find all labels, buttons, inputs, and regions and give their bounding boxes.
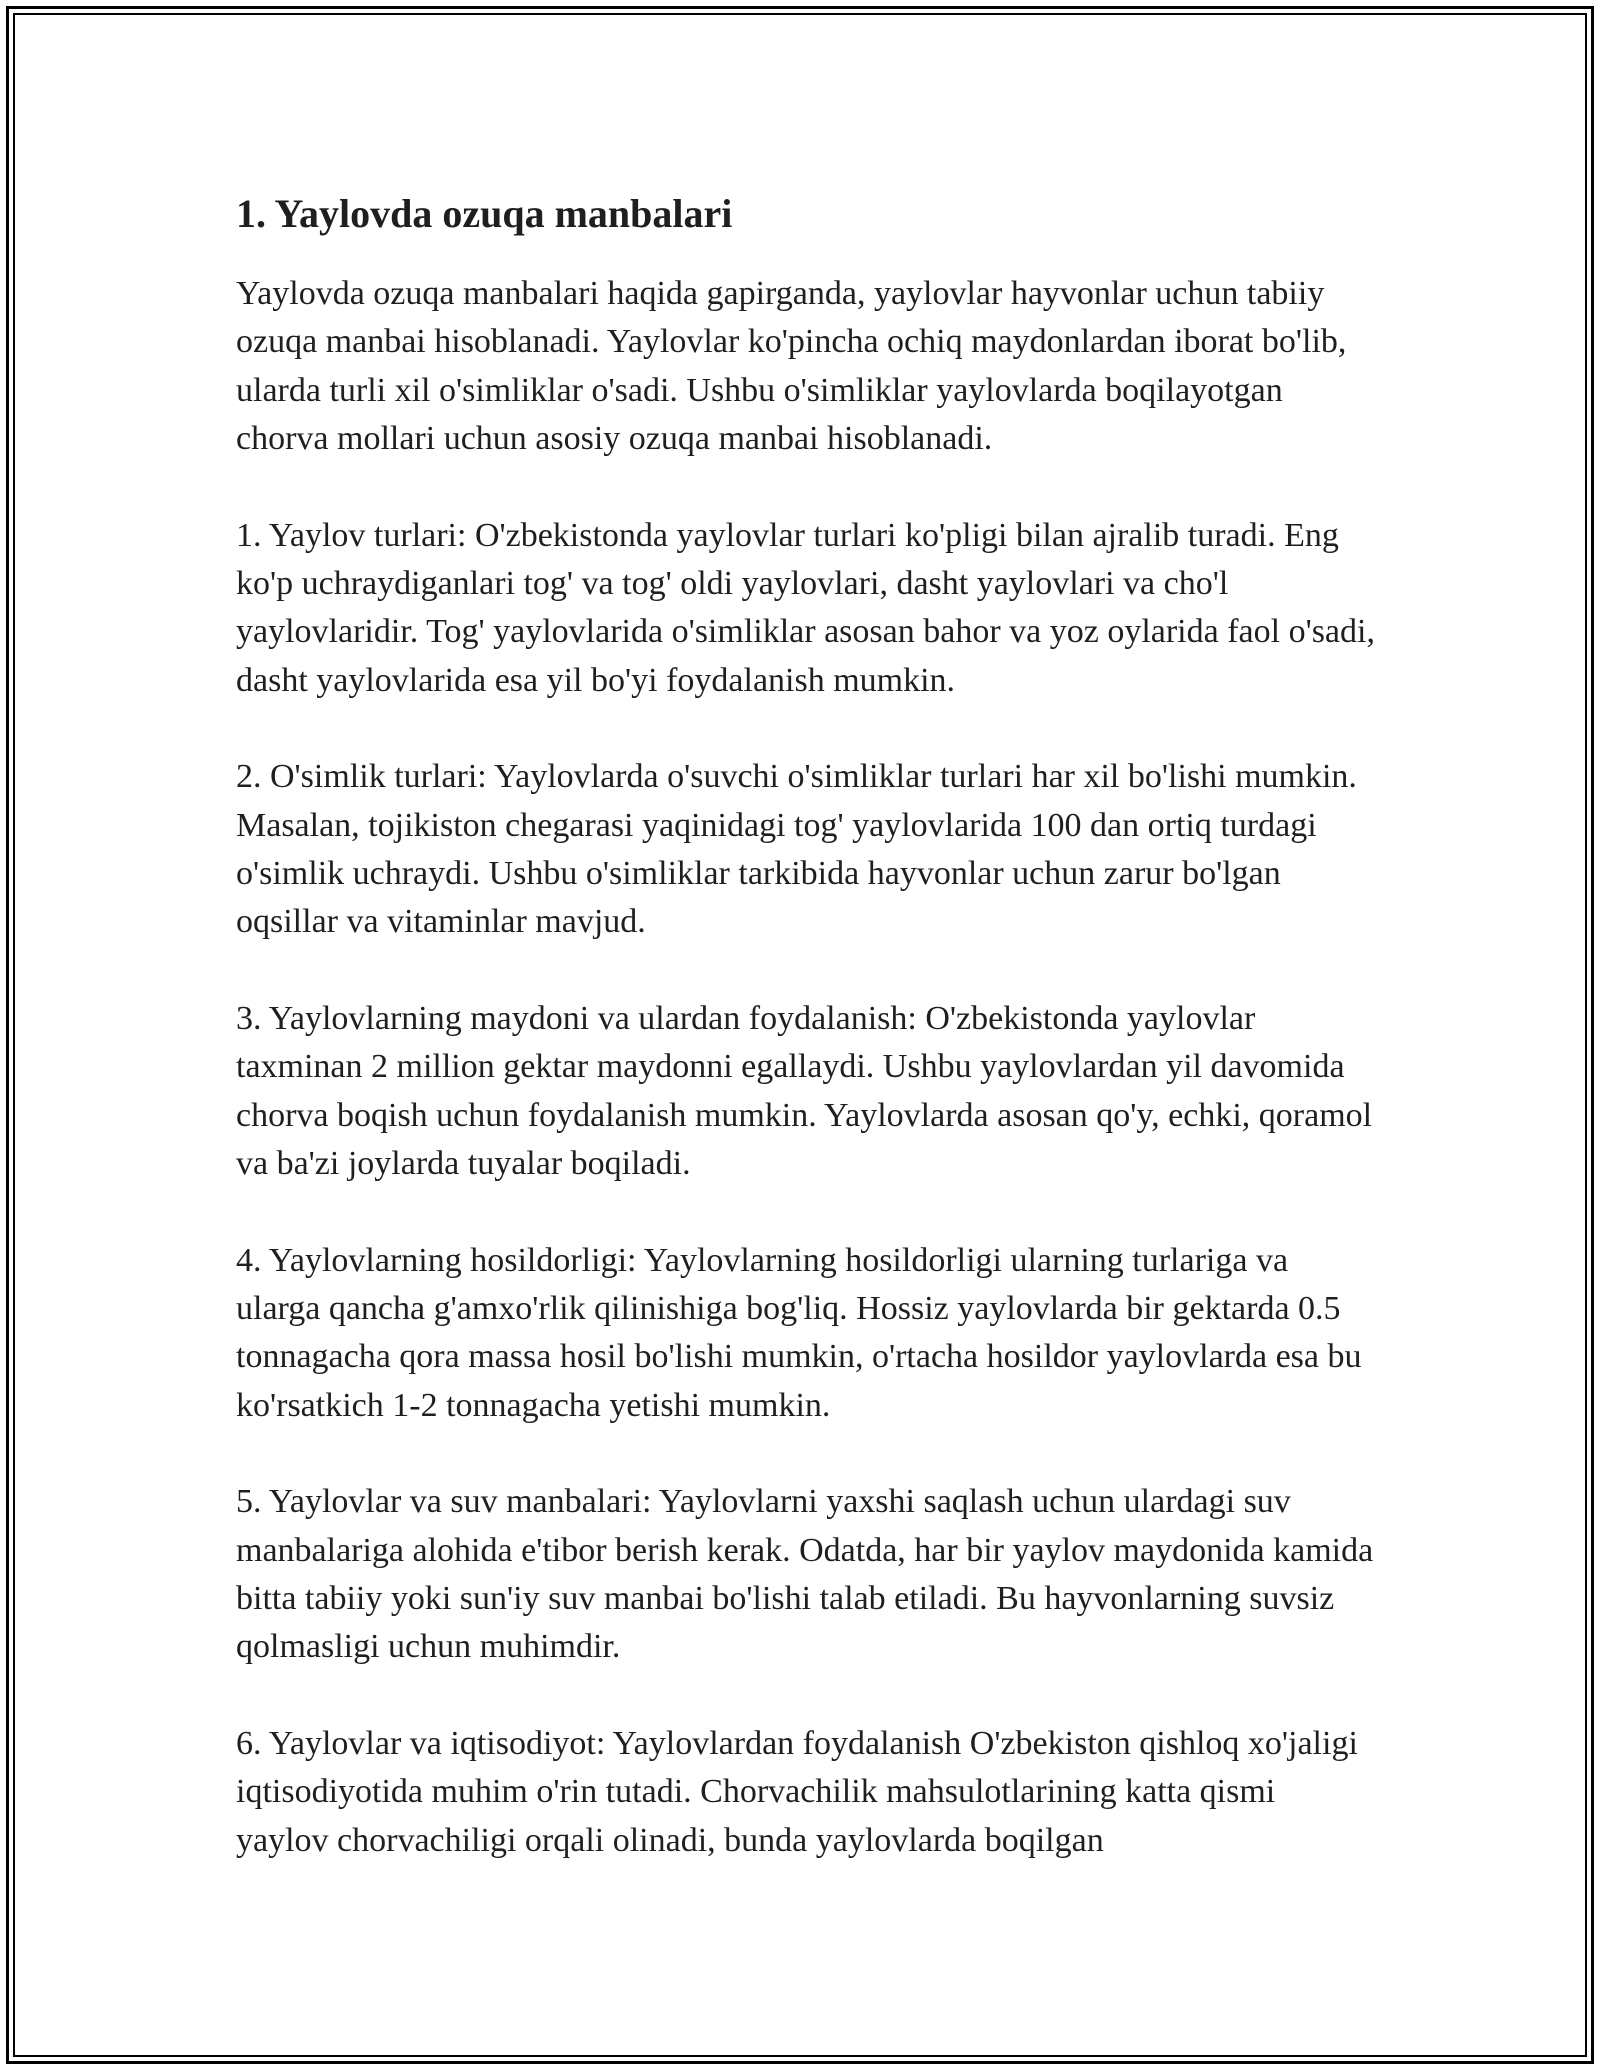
document-body [236, 186, 1376, 1913]
document-title: 1. Yaylovda ozuqa manbalari [236, 191, 733, 236]
paragraph-intro: Yaylovda ozuqa manbalari haqida gapirganda, yaylovlar hayvonlar uchun tabiiy ozuqa manbai hisoblanadi. Yaylovlar ko'pincha ochiq maydonlardan iborat bo'lib, ularda turli xil o'simliklar o'sadi. Ushbu o'simliklar yaylovlarda boqilayotgan chorva mollari uchun asosiy ozuqa manbai hisoblanadi. [236, 275, 1347, 458]
paragraph-water-sources: 5. Yaylovlar va suv manbalari: Yaylovlarni yaxshi saqlash uchun ulardagi suv manbalariga alohida e'tibor berish kerak. Odatda, har bir yaylov maydonida kamida bitta tabiiy yoki sun'iy suv manbai bo'lishi talab etiladi. Bu hayvonlarning suvsiz qolmasligi uchun muhimdir. [236, 1483, 1374, 1666]
paragraph-pasture-types: 1. Yaylov turlari: O'zbekistonda yaylovlar turlari ko'pligi bilan ajralib turadi. Eng ko'p uchraydiganlari tog' va tog' oldi yaylovlari, dasht yaylovlari va cho'l yaylovlaridir. Tog' yaylovlarida o'simliklar asosan bahor va yoz oylarida faol o'sadi, dasht yaylovlarida esa yil bo'yi foydalanish mumkin. [236, 516, 1375, 699]
paragraph-economy: 6. Yaylovlar va iqtisodiyot: Yaylovlardan foydalanish O'zbekiston qishloq xo'jaligi iqtisodiyotida muhim o'rin tutadi. Chorvachilik mahsulotlarining katta qismi yaylov chorvachiligi orqali olinadi, bunda yaylovlarda boqilgan [236, 1724, 1358, 1859]
paragraph-productivity: 4. Yaylovlarning hosildorligi: Yaylovlarning hosildorligi ularning turlariga va ularga qancha g'amxo'rlik qilinishiga bog'liq. Hossiz yaylovlarda bir gektarda 0.5 tonnagacha qora massa hosil bo'lishi mumkin, o'rtacha hosildor yaylovlarda esa bu ko'rsatkich 1-2 tonnagacha yetishi mumkin. [236, 1241, 1362, 1424]
paragraph-plant-types: 2. O'simlik turlari: Yaylovlarda o'suvchi o'simliklar turlari har xil bo'lishi mumkin. Masalan, tojikiston chegarasi yaqinidagi tog' yaylovlarida 100 dan ortiq turdagi o'simlik uchraydi. Ushbu o'simliklar tarkibida hayvonlar uchun zarur bo'lgan oqsillar va vitaminlar mavjud. [236, 758, 1357, 941]
paragraph-pasture-area: 3. Yaylovlarning maydoni va ulardan foydalanish: O'zbekistonda yaylovlar taxminan 2 million gektar maydonni egallaydi. Ushbu yaylovlardan yil davomida chorva boqish uchun foydalanish mumkin. Yaylovlarda asosan qo'y, echki, qoramol va ba'zi joylarda tuyalar boqiladi. [236, 999, 1373, 1183]
